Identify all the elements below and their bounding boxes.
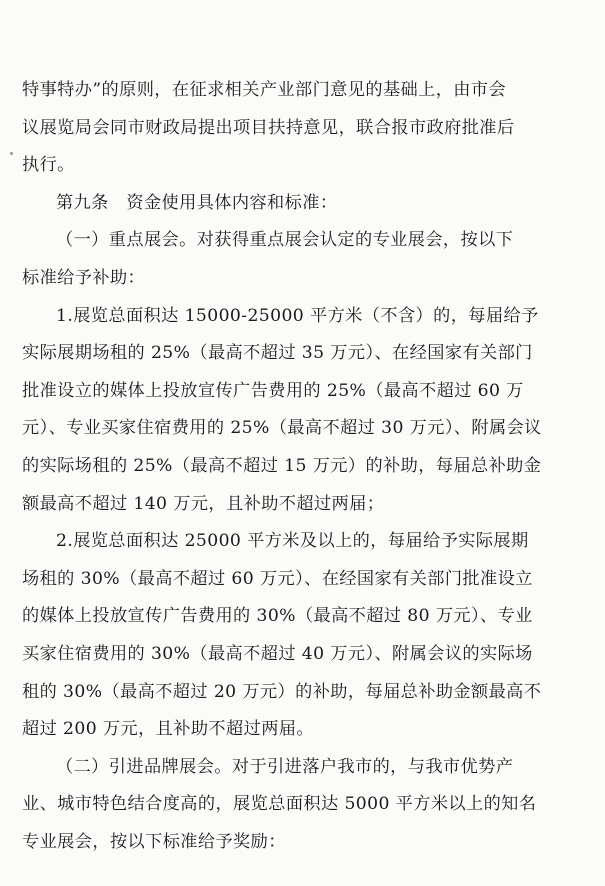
article-heading: 第九条 资金使用具体内容和标准： — [56, 192, 338, 213]
paragraph-line: 场租的 30%（最高不超过 60 万元）、在经国家有关部门批准设立 — [22, 568, 533, 589]
paragraph-line: 执行。 — [22, 155, 75, 176]
scan-speck — [10, 152, 13, 155]
section-heading: （二）引进品牌展会。对于引进落户我市的，与我市优势产 — [56, 756, 514, 777]
paragraph-line: 特事特办”的原则，在征求相关产业部门意见的基础上，由市会 — [22, 80, 507, 100]
paragraph-line: 的媒体上投放宣传广告费用的 30%（最高不超过 80 万元）、专业 — [22, 606, 533, 627]
paragraph-line: 额最高不超过 140 万元，且补助不超过两届； — [22, 493, 385, 514]
paragraph-line: 专业展会，按以下标准给予奖励： — [22, 831, 286, 852]
paragraph-line: 买家住宿费用的 30%（最高不超过 40 万元）、附属会议的实际场 — [22, 643, 533, 664]
section-heading: （一）重点展会。对获得重点展会认定的专业展会，按以下 — [56, 230, 514, 251]
paragraph-line: 超过 200 万元，且补助不超过两届。 — [22, 719, 314, 740]
paragraph-line: 批准设立的媒体上投放宣传广告费用的 25%（最高不超过 60 万 — [22, 380, 524, 401]
paragraph-line: 实际展期场租的 25%（最高不超过 35 万元）、在经国家有关部门 — [22, 343, 533, 364]
list-item-1-line: 1.展览总面积达 15000-25000 平方米（不含）的，每届给予 — [56, 305, 539, 326]
paragraph-line: 业、城市特色结合度高的，展览总面积达 5000 平方米以上的知名 — [22, 794, 537, 815]
paragraph-line: 租的 30%（最高不超过 20 万元）的补助，每届总补助金额最高不 — [22, 681, 542, 702]
list-item-2-line: 2.展览总面积达 25000 平方米及以上的，每届给予实际展期 — [56, 531, 529, 552]
paragraph-line: 元）、专业买家住宿费用的 25%（最高不超过 30 万元）、附属会议 — [22, 418, 542, 439]
document-body — [22, 72, 577, 861]
paragraph-line: 议展览局会同市财政局提出项目扶持意见，联合报市政府批准后 — [22, 117, 515, 138]
paragraph-line: 标准给予补助： — [22, 267, 146, 288]
paragraph-line: 的实际场租的 25%（最高不超过 15 万元）的补助，每届总补助金 — [22, 455, 542, 476]
